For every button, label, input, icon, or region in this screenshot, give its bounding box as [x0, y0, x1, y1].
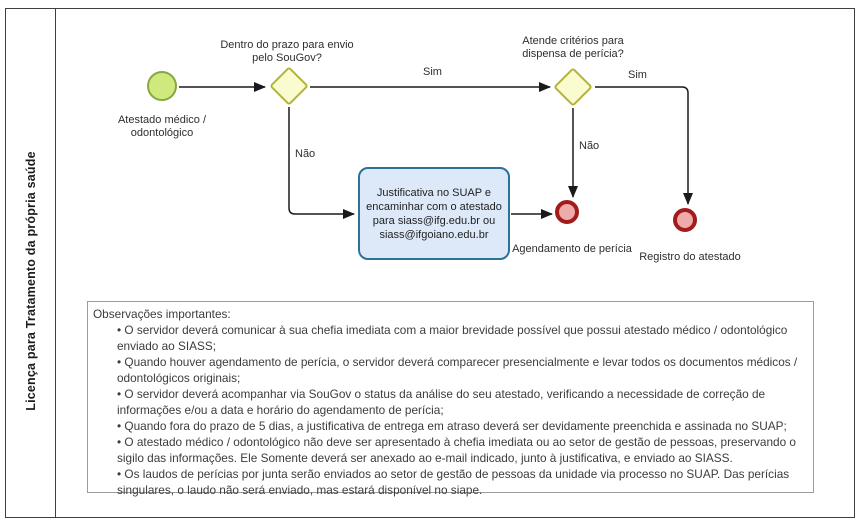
- edge-label-sim-1: Sim: [423, 66, 442, 78]
- gateway-dispensa-question-label: Atende critérios para dispensa de perícia?: [522, 35, 624, 60]
- lane-title: Licença para Tratamento da própria saúde: [24, 151, 38, 411]
- end-event-agendamento-label: Agendamento de perícia: [512, 243, 632, 255]
- start-event-label: Atestado médico / odontológico: [117, 114, 207, 139]
- observation-item: • O atestado médico / odontológico não deve ser apresentado à chefia imediata ou ao setor de gestão de pessoas, preservando o sigilo das informações. Ele Somente deverá ser anexado ao e-mail indicado, junto à justificativa, e enviado ao SIASS.: [117, 435, 796, 465]
- end-event-registro-label: Registro do atestado: [639, 251, 741, 263]
- edge-label-nao-1: Não: [295, 148, 316, 160]
- edge-label-nao-2: Não: [579, 140, 600, 152]
- observations-title: Observações importantes:: [93, 307, 231, 321]
- observation-item: • Quando houver agendamento de perícia, o servidor deverá comparecer presencialmente e levar todos os documentos médicos / odontológicos originais;: [117, 355, 798, 385]
- observation-item: • O servidor deverá acompanhar via SouGov o status da análise do seu atestado, verificando a necessidade de correção de informações e/ou a data e horário do agendamento de perícia;: [117, 387, 766, 417]
- observation-item: • Os laudos de perícias por junta serão enviados ao setor de gestão de pessoas da unidade via processo no SUAP. Das perícias singulares, o laudo não será enviado, mas estará disponível no siape.: [117, 467, 790, 497]
- observation-item: • O servidor deverá comunicar à sua chefia imediata com a maior brevidade possível que possui atestado médico / odontológico enviado ao SIASS;: [117, 323, 788, 353]
- end-event-registro-atestado: [673, 208, 697, 232]
- gateway-prazo-question-label: Dentro do prazo para envio pelo SouGov?: [220, 39, 354, 64]
- observation-item: • Quando fora do prazo de 5 dias, a justificativa de entrega em atraso deverá ser devidamente preenchida e assinada no SUAP;: [117, 419, 787, 433]
- end-event-agendamento-pericia: [555, 200, 579, 224]
- task-justificativa-suap: Justificativa no SUAP e encaminhar com o atestado para siass@ifg.edu.br ou siass@ifgoiano.edu.br: [358, 167, 510, 260]
- start-event-atestado: [147, 71, 177, 101]
- lane-header: [6, 9, 56, 517]
- edge-label-sim-2: Sim: [628, 69, 647, 81]
- observations-box: [87, 301, 814, 497]
